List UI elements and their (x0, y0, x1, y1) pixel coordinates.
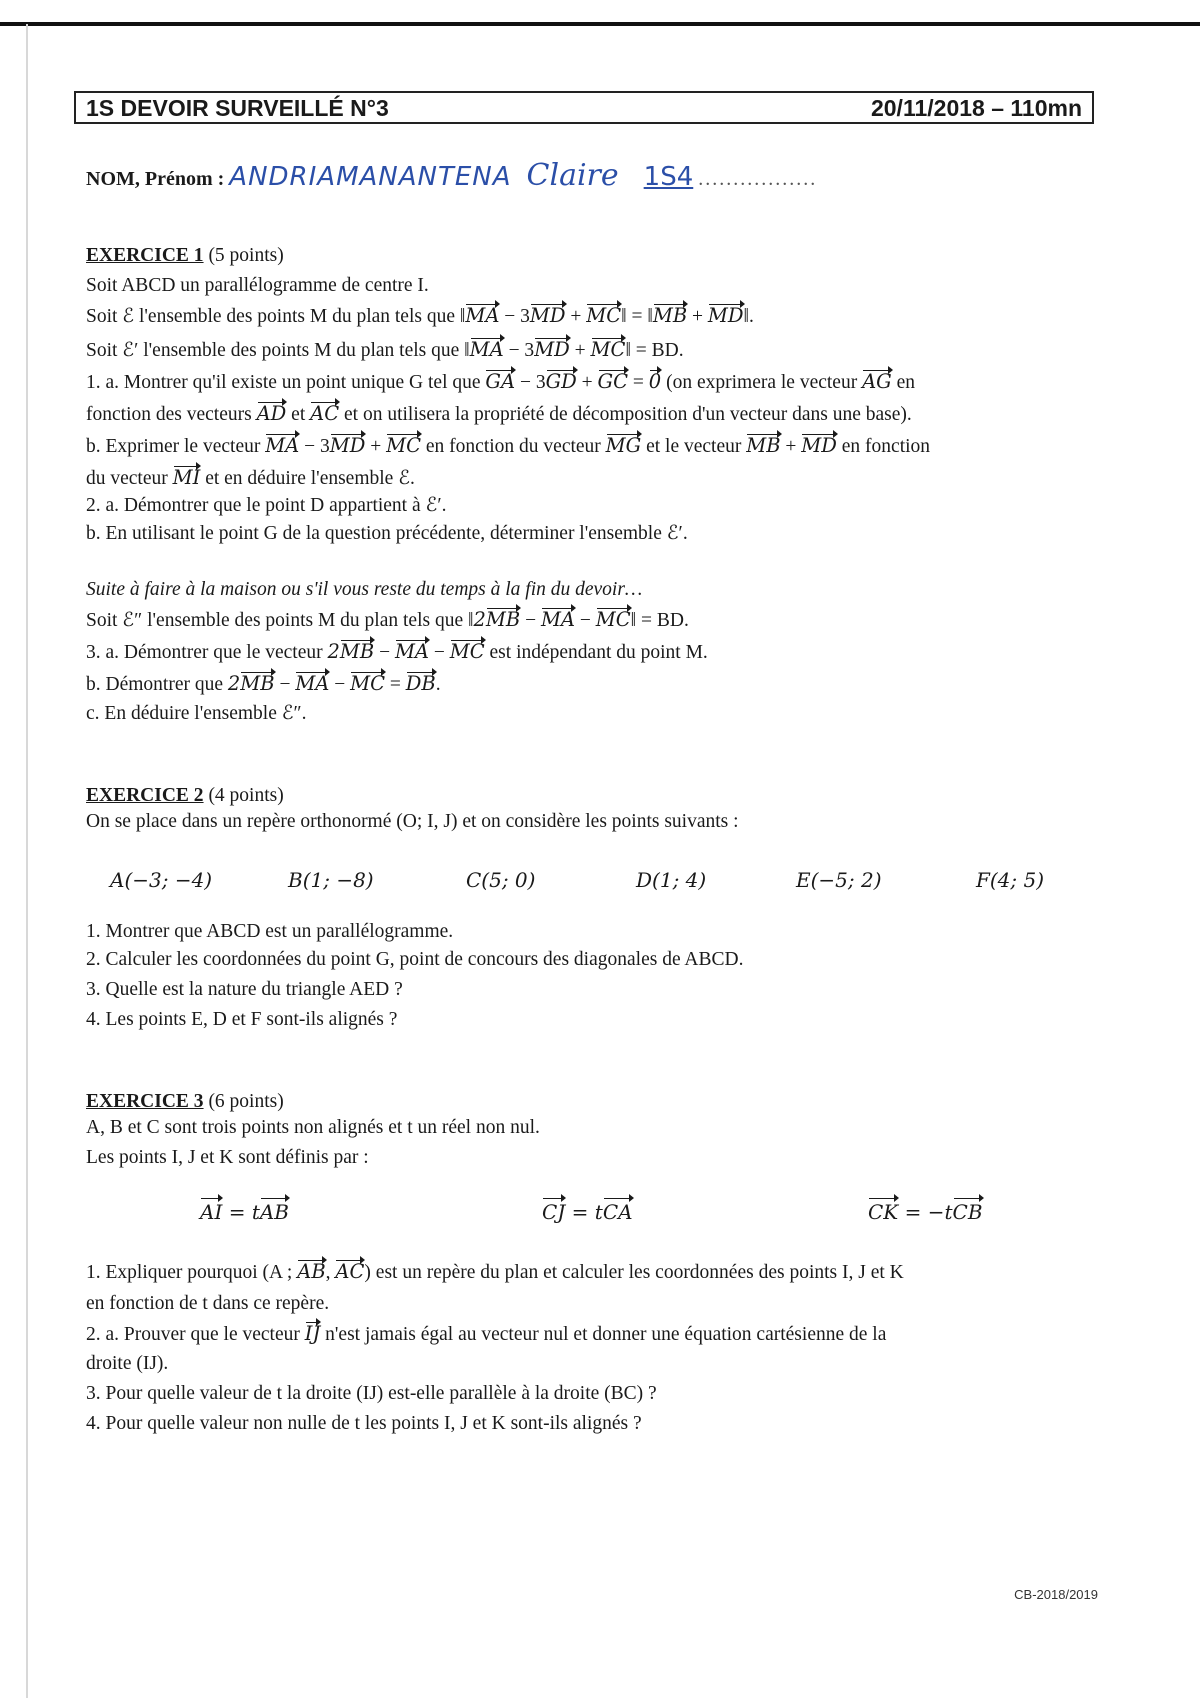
operator: + (365, 436, 387, 457)
vector: MA (265, 434, 300, 457)
exercise-title: EXERCICE 1 (86, 245, 204, 266)
operator: − (274, 674, 296, 695)
vector: AD (256, 402, 287, 425)
text-fragment: 3. a. Démontrer que le vecteur (86, 642, 328, 663)
text-fragment: et en déduire l'ensemble ℰ. (200, 468, 415, 489)
vector: MC (386, 434, 422, 457)
vector: MD (534, 338, 570, 361)
operator: − 3 (503, 340, 535, 361)
dotted-line: ................. (698, 168, 818, 190)
vector: MD (329, 434, 366, 457)
point-coordinates: F(4; 5) (976, 868, 1045, 892)
vector: CK (868, 1200, 899, 1224)
operator: − 3 (515, 372, 546, 393)
vector: MB (652, 304, 688, 327)
text-line (86, 674, 441, 695)
exercise-title: EXERCICE 2 (86, 785, 204, 806)
exam-date: 20/11/2018 – 110mn (870, 95, 1082, 121)
vector: MC (350, 672, 386, 695)
text-fragment: 1. a. Montrer qu'il existe un point unique G tel que (86, 372, 486, 393)
text-line: Les points I, J et K sont définis par : (86, 1147, 369, 1168)
text-fragment: et on utilisera la propriété de décomposition d'un vecteur dans une base). (339, 404, 912, 425)
name-label: NOM, Prénom : (86, 168, 225, 190)
vector: AB (259, 1200, 289, 1224)
vector: MA (394, 640, 430, 663)
vector: MC (595, 608, 631, 631)
vector: MB (746, 434, 781, 457)
text-fragment: en fonction du vecteur (421, 436, 606, 457)
operator: = t (565, 1200, 603, 1224)
text-fragment: Soit ℰ′ l'ensemble des points M du plan tels que ‖ (86, 340, 470, 361)
point-coordinates: A(−3; −4) (110, 868, 213, 892)
text-fragment: ‖ = BD. (625, 340, 684, 361)
student-name-line (86, 158, 817, 193)
vector: AI (200, 1200, 223, 1224)
text-fragment: b. Démontrer que (86, 674, 228, 695)
exercise-2-heading (86, 786, 284, 806)
text-fragment: b. Exprimer le vecteur (86, 436, 266, 457)
vector: MD (529, 304, 566, 327)
operator: = −t (898, 1200, 953, 1224)
vector: MG (605, 434, 642, 457)
text-fragment: et le vecteur (641, 436, 747, 457)
text-line (86, 436, 930, 457)
operator: = t (222, 1200, 260, 1224)
operator: − (429, 642, 450, 663)
vector: MD (801, 434, 837, 457)
text-line: droite (IJ). (86, 1353, 169, 1374)
number: 2 (473, 608, 486, 631)
operator: + (780, 436, 802, 457)
text-fragment: est indépendant du point M. (484, 642, 708, 663)
vector: MC (449, 640, 485, 663)
question-line: 1. Montrer que ABCD est un parallélogramme. (86, 921, 454, 942)
text-line: en fonction de t dans ce repère. (86, 1293, 330, 1314)
text-fragment: 2. a. Prouver que le vecteur (86, 1324, 305, 1345)
vector: MB (240, 672, 275, 695)
operator: = (385, 674, 406, 695)
vector: GA (485, 370, 516, 393)
vector: 0 (648, 370, 662, 393)
vector: MB (339, 640, 375, 663)
text-line (86, 340, 684, 361)
handwritten-name: ANDRIAMANANTENA (229, 162, 512, 192)
vector: AC (310, 402, 340, 425)
question-line (86, 1262, 904, 1283)
operator: − (329, 674, 351, 695)
vector: AB (297, 1260, 326, 1283)
text-line: A, B et C sont trois points non alignés et t un réel non nul. (86, 1117, 540, 1138)
text-line: On se place dans un repère orthonormé (O; I, J) et on considère les points suivants : (86, 811, 739, 832)
exercise-points: (5 points) (208, 245, 284, 266)
vector: MA (540, 608, 575, 631)
vector: MD (707, 304, 744, 327)
text-fragment: du vecteur (86, 468, 173, 489)
vector: MA (295, 672, 330, 695)
text-fragment: , (325, 1262, 336, 1283)
question-line: 3. Pour quelle valeur de t la droite (IJ) est-elle parallèle à la droite (BC) ? (86, 1383, 657, 1404)
document-header (74, 91, 1094, 124)
vector: MA (469, 338, 504, 361)
scan-shadow (26, 24, 28, 1698)
text-fragment: Soit ℰ l'ensemble des points M du plan tels que ‖ (86, 306, 466, 327)
vector: DB (405, 672, 436, 695)
text-line (86, 610, 689, 631)
text-fragment: ‖ = BD. (630, 610, 689, 631)
question-line: 2. Calculer les coordonnées du point G, point de concours des diagonales de ABCD. (86, 949, 744, 970)
operator: − (374, 642, 395, 663)
text-line (86, 404, 912, 425)
text-fragment: en (891, 372, 916, 393)
vector: MC (586, 304, 622, 327)
vector: MB (485, 608, 521, 631)
text-line (86, 372, 915, 393)
vector: CB (952, 1200, 983, 1224)
vector: CA (602, 1200, 633, 1224)
operator: + (565, 306, 587, 327)
text-fragment: fonction des vecteurs (86, 404, 257, 425)
text-fragment: . (435, 674, 441, 695)
number: 2 (327, 640, 340, 663)
text-fragment: ‖. (743, 306, 754, 327)
scan-edge (0, 22, 1200, 26)
exercise-points: (6 points) (208, 1091, 284, 1112)
text-line: Soit ABCD un parallélogramme de centre I. (86, 275, 429, 296)
vector: MC (590, 338, 626, 361)
text-line (86, 642, 708, 663)
text-line: c. En déduire l'ensemble ℰ″. (86, 703, 307, 724)
vector: GC (597, 370, 629, 393)
vector: IJ (304, 1322, 321, 1345)
vector: AC (335, 1260, 365, 1283)
text-line (86, 468, 415, 489)
point-coordinates: E(−5; 2) (796, 868, 882, 892)
exercise-points: (4 points) (208, 785, 284, 806)
number: 2 (227, 672, 241, 695)
operator: − (575, 610, 596, 631)
text-fragment: en fonction (836, 436, 931, 457)
text-line: Suite à faire à la maison ou s'il vous reste du temps à la fin du devoir… (86, 579, 643, 600)
operator: − (520, 610, 541, 631)
vector: MA (465, 304, 500, 327)
operator: + (576, 372, 598, 393)
exercise-title: EXERCICE 3 (86, 1091, 204, 1112)
question-line: 4. Les points E, D et F sont-ils alignés ? (86, 1009, 398, 1030)
vector: MI (172, 466, 201, 489)
text-fragment: Soit ℰ″ l'ensemble des points M du plan tels que ‖ (86, 610, 474, 631)
text-fragment: n'est jamais égal au vecteur nul et donner une équation cartésienne de la (320, 1324, 887, 1345)
definition-cj (542, 1200, 633, 1224)
exercise-3-heading (86, 1092, 284, 1112)
exam-title: 1S DEVOIR SURVEILLÉ N°3 (86, 95, 389, 121)
vector: CJ (542, 1200, 566, 1224)
vector: AG (862, 370, 892, 393)
operator: + (569, 340, 591, 361)
operator: = (628, 372, 649, 393)
text-line (86, 306, 754, 327)
handwritten-class: 1S4 (643, 162, 694, 192)
question-line (86, 1324, 886, 1345)
question-line: 3. Quelle est la nature du triangle AED ? (86, 979, 403, 1000)
definition-ck (868, 1200, 983, 1224)
text-fragment: ‖ = ‖ (621, 306, 653, 327)
point-coordinates: B(1; −8) (288, 868, 374, 892)
handwritten-first-name: Claire (526, 158, 619, 193)
definition-ai (200, 1200, 289, 1224)
text-line: b. En utilisant le point G de la question précédente, déterminer l'ensemble ℰ′. (86, 523, 688, 544)
text-fragment: 1. Expliquer pourquoi (A ; (86, 1262, 298, 1283)
text-fragment: ) est un repère du plan et calculer les coordonnées des points I, J et K (364, 1262, 904, 1283)
text-fragment: et (286, 404, 311, 425)
text-line: 2. a. Démontrer que le point D appartient à ℰ′. (86, 495, 447, 516)
operator: + (687, 306, 708, 327)
text-fragment: (on exprimera le vecteur (661, 372, 863, 393)
point-coordinates: C(5; 0) (466, 868, 536, 892)
exercise-1-heading (86, 246, 284, 266)
operator: − 3 (499, 306, 530, 327)
operator: − 3 (299, 436, 330, 457)
footer-code: CB-2018/2019 (1014, 1587, 1098, 1602)
point-coordinates: D(1; 4) (636, 868, 707, 892)
question-line: 4. Pour quelle valeur non nulle de t les points I, J et K sont-ils alignés ? (86, 1413, 642, 1434)
vector: GD (545, 370, 577, 393)
